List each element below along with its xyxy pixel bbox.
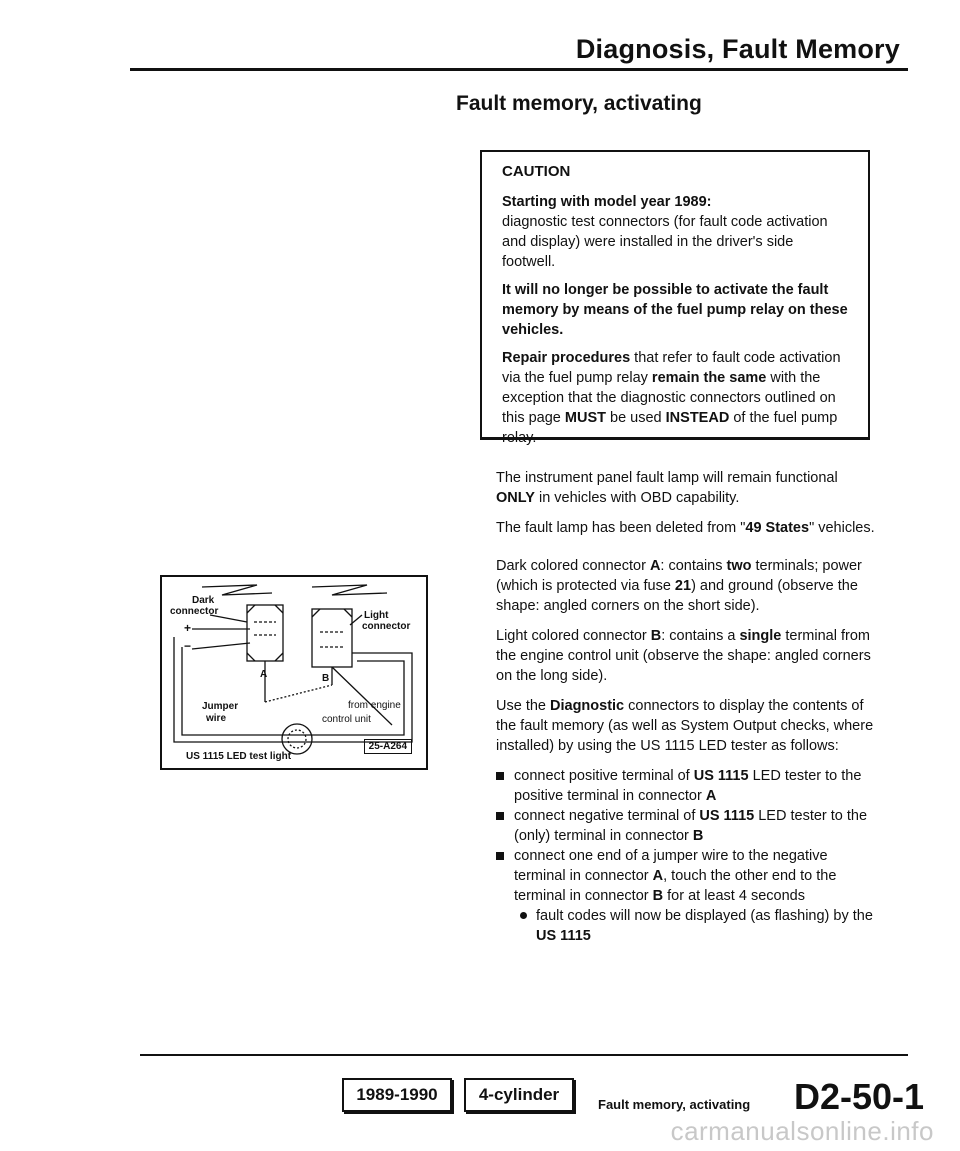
caution-box [480, 150, 870, 446]
caution-p3-e: MUST [564, 410, 606, 426]
footer-caption: Fault memory, activating [598, 1097, 751, 1112]
bullet-icon [496, 772, 504, 780]
connector-b-shape [312, 609, 352, 667]
body-p3-c: : contains [660, 558, 727, 574]
body-p1-a: The instrument panel fault lamp will remain functional [496, 470, 838, 486]
li2-d: B [692, 828, 704, 844]
li1-d: A [705, 788, 717, 804]
bullet-icon [496, 812, 504, 820]
li3-c: , touch the other end to the terminal in connector [514, 868, 837, 904]
footer-rule [140, 1054, 908, 1056]
body-p4-c: : contains a [661, 628, 740, 644]
figure-caption: US 1115 LED test light [186, 751, 292, 762]
label-control-unit: control unit [322, 714, 371, 725]
watermark: carmanualsonline.info [670, 1116, 934, 1146]
li3-a: connect one end of a jumper wire to the negative terminal in connector [514, 848, 828, 884]
caution-p3-f: be used [605, 410, 666, 426]
li1-c: LED tester to the positive terminal in connector [514, 768, 862, 804]
caution-p3-h: of the fuel pump relay. [502, 410, 838, 446]
body-paragraph-3 [496, 556, 876, 616]
body-p3-f: 21 [674, 578, 692, 594]
label-connector-b: B [322, 673, 330, 684]
label-plus: + [184, 621, 192, 635]
caution-paragraph-2: It will no longer be possible to activate the fault memory by means of the fuel pump relay on these vehicles. [502, 282, 848, 338]
body-p2-b: 49 States [745, 520, 810, 536]
body-p2-c: " vehicles. [809, 520, 875, 536]
page-number: D2-50-1 [794, 1076, 925, 1117]
header-rule [130, 68, 908, 71]
label-light: Light [364, 610, 389, 621]
li3-e: for at least 4 seconds [663, 888, 805, 904]
body-p3-g: ) and ground (observe the shape: angled corners on the short side). [496, 578, 858, 614]
body-p3-b: A [649, 558, 661, 574]
body-p4-b: B [650, 628, 662, 644]
body-p5-c: connectors to display the contents of the fault memory (as well as System Output checks, where installed) by using the US 1115 LED tester as follows: [496, 698, 874, 754]
body-p1-c: in vehicles with OBD capability. [534, 490, 740, 506]
body-p2-a: The fault lamp has been deleted from " [496, 520, 746, 536]
sub-list-item [514, 906, 876, 946]
caution-paragraph-3 [502, 348, 850, 448]
label-wire: wire [206, 713, 227, 724]
label-jumper: Jumper [202, 701, 239, 712]
list-item [496, 846, 876, 946]
body-paragraph-2 [496, 518, 876, 538]
li1-b: US 1115 [693, 768, 749, 784]
caution-p3-b: that refer to fault code activation via the fuel pump relay [502, 350, 841, 386]
footer-engine-tag: 4-cylinder [464, 1078, 574, 1112]
bullet-icon [496, 852, 504, 860]
connector-diagram [160, 575, 428, 770]
label-from-engine: from engine [348, 700, 401, 711]
body-paragraph-5 [496, 696, 876, 756]
caution-p3-c: remain the same [651, 370, 767, 386]
figure-code: 25-A264 [364, 739, 412, 754]
sub-a: fault codes will now be displayed (as flashing) by the [536, 908, 873, 924]
instruction-list [496, 766, 876, 946]
connector-a-shape [247, 605, 283, 661]
li2-b: US 1115 [699, 808, 755, 824]
body-p5-a: Use the [496, 698, 550, 714]
caution-p1-text: diagnostic test connectors (for fault code activation and display) were installed in the driver's side footwell. [502, 214, 828, 270]
caution-model-year: Starting with model year 1989: [502, 194, 712, 210]
li3-b: A [652, 868, 664, 884]
led-tester-shape [282, 724, 312, 754]
body-paragraph-4 [496, 626, 876, 686]
caution-paragraph-1 [502, 192, 850, 272]
li3-d: B [652, 888, 664, 904]
body-p4-d: single [739, 628, 782, 644]
body-p3-e: terminals; power (which is protected via fuse [496, 558, 862, 594]
caution-p3-g: INSTEAD [665, 410, 730, 426]
body-p3-d: two [726, 558, 752, 574]
footer-years-tag: 1989-1990 [342, 1078, 452, 1112]
label-light-connector: connector [362, 621, 411, 632]
body-paragraph-1 [496, 468, 876, 508]
li2-a: connect negative terminal of [514, 808, 700, 824]
li1-a: connect positive terminal of [514, 768, 694, 784]
caution-p3-d: with the exception that the diagnostic connectors outlined on this page [502, 370, 836, 426]
body-p1-b: ONLY [496, 490, 535, 506]
page-header-title: Diagnosis, Fault Memory [575, 34, 900, 64]
body-p4-a: Light colored connector [496, 628, 651, 644]
label-dark-connector: connector [170, 606, 219, 617]
list-item [496, 766, 876, 806]
label-minus: − [184, 639, 192, 653]
caution-p3-a: Repair procedures [502, 350, 631, 366]
cable-line [202, 585, 272, 595]
label-dark: Dark [192, 595, 215, 606]
label-connector-a: A [260, 669, 268, 680]
body-text [496, 468, 876, 946]
cable-line [312, 585, 387, 595]
body-p3-a: Dark colored connector [496, 558, 650, 574]
sub-b: US 1115 [536, 928, 591, 944]
body-p5-b: Diagnostic [550, 698, 625, 714]
wire-loop [174, 637, 412, 742]
section-heading: Fault memory, activating [456, 92, 702, 115]
body-p4-e: terminal from the engine control unit (observe the shape: angled corners on the long side). [496, 628, 871, 684]
caution-title: CAUTION [502, 163, 571, 180]
li2-c: LED tester to the (only) terminal in connector [514, 808, 868, 844]
list-item [496, 806, 876, 846]
dot-bullet-icon [520, 912, 527, 919]
